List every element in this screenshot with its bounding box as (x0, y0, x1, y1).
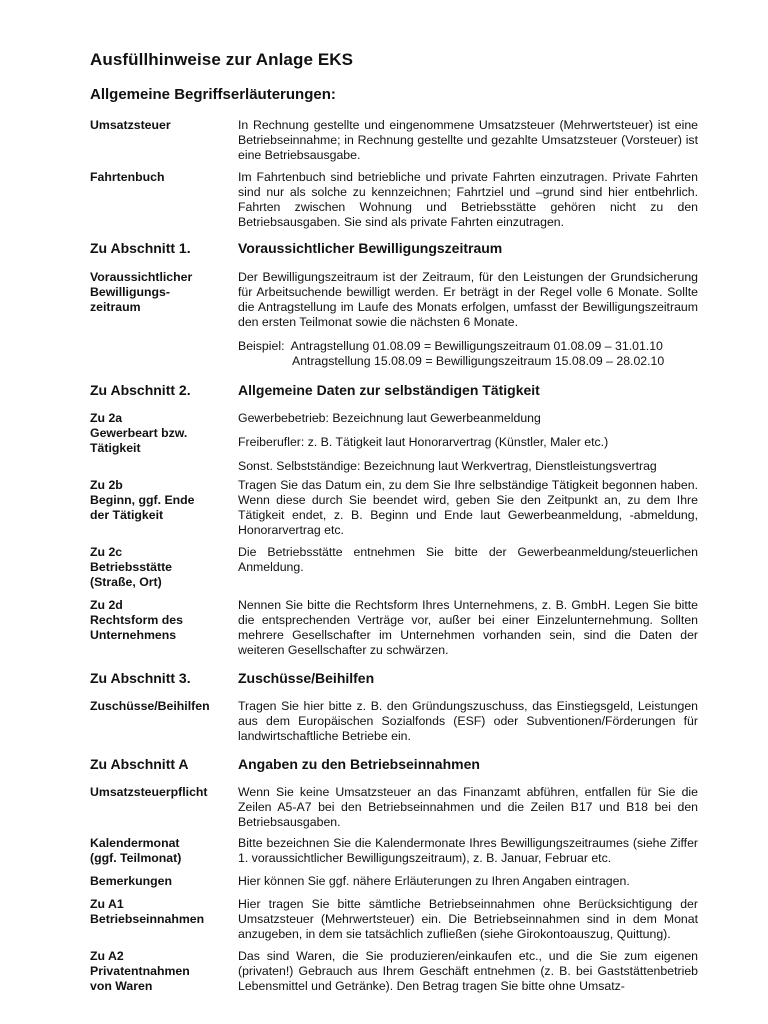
section-number: Zu Abschnitt 1. (90, 240, 191, 256)
section-heading-general-terms: Allgemeine Begriffserläuterungen: (90, 86, 336, 103)
term-label: Umsatzsteuer (90, 118, 171, 132)
section-title: Voraussichtlicher Bewilligungszeitraum (238, 240, 503, 256)
term-label: Voraussichtlicher Bewilligungs- zeitraum (90, 270, 193, 314)
term-label: Zu 2c Betriebsstätte (Straße, Ort) (90, 545, 173, 589)
term-label: Bemerkungen (90, 874, 173, 888)
section-title: Angaben zu den Betriebseinnahmen (238, 756, 480, 772)
section-number: Zu Abschnitt 2. (90, 382, 191, 398)
term-description: Bitte bezeichnen Sie die Kalendermonate Ihres Bewilligungszeitraumes (siehe Ziffer 1. voraussichtlicher Bewilligungszeitraum), z. B. Januar, Februar etc. (238, 836, 698, 865)
term-description: Das sind Waren, die Sie produzieren/einkaufen etc., und die Sie zum eigenen (privaten!) Gebrauch aus Ihrem Geschäft entnehmen (z. B. bei Gaststättenbetrieb Lebensmittel und Getränke). Den Betrag tragen Sie bitte ohne Umsatz- (238, 949, 698, 993)
term-description: In Rechnung gestellte und eingenommene Umsatzsteuer (Mehrwertsteuer) ist eine Betriebseinnahme; in Rechnung gestellte und gezahlte Umsatzsteuer (Vorsteuer) ist eine Betriebsausgabe. (238, 118, 698, 162)
term-description: Tragen Sie hier bitte z. B. den Gründungszuschuss, das Einstiegsgeld, Leistungen aus dem Europäischen Sozialfonds (ESF) oder Subventionen/Förderungen für landwirtschaftliche Betriebe ein. (238, 699, 698, 743)
term-description: Im Fahrtenbuch sind betriebliche und private Fahrten einzutragen. Private Fahrten sind nur als solche zu kennzeichnen; Fahrtziel und –grund sind hier entbehrlich. Fahrten zwischen Wohnung und Betriebsstätte gehören nicht zu den Betriebsausgaben. Sie sind als private Fahrten einzutragen. (238, 170, 698, 229)
example-line-2: Antragstellung 15.08.09 = Bewilligungszeitraum 15.08.09 – 28.02.10 (292, 354, 665, 368)
term-description: Der Bewilligungszeitraum ist der Zeitraum, für den Leistungen der Grundsicherung für Arbeitsuchende bewilligt werden. Er beträgt in der Regel volle 6 Monate. Sollte die Antragstellung im Laufe des Monats erfolgen, umfasst der Bewilligungszeitraum den ersten Teilmonat sowie die nächsten 6 Monate. Beispiel: Antragstellung 01.08.09 = Bewilligungszeitraum 01.08.09 – 31.01.10 Antragstellung 15.08.09 = Bewilligungszeitraum 15.08.09 – 28.02.10 (238, 270, 698, 368)
term-label: Zu 2a Gewerbeart bzw. Tätigkeit (90, 411, 188, 455)
section-number: Zu Abschnitt 3. (90, 670, 191, 686)
section-title: Allgemeine Daten zur selbständigen Tätigkeit (238, 382, 540, 398)
term-label: Fahrtenbuch (90, 170, 165, 184)
term-label: Zu A2 Privatentnahmen von Waren (90, 949, 190, 993)
term-description: Gewerbebetrieb: Bezeichnung laut Gewerbeanmeldung Freiberufler: z. B. Tätigkeit laut Honorarvertrag (Künstler, Maler etc.) Sonst. Selbstständige: Bezeichnung laut Werkvertrag, Dienstleistungsvertrag (238, 411, 657, 473)
term-label: Zu A1 Betriebseinnahmen (90, 897, 205, 926)
term-label: Zu 2d Rechtsform des Unternehmens (90, 598, 183, 642)
term-description: Tragen Sie das Datum ein, zu dem Sie Ihre selbständige Tätigkeit begonnen haben. Wenn diese durch Sie beendet wird, geben Sie den Zeitpunkt an, zu dem Ihre Tätigkeit endet, z. B. Beginn und Ende laut Gewerbeanmeldung, -abmeldung, Honorarvertrag etc. (238, 478, 698, 537)
example-line-1: Beispiel: Antragstellung 01.08.09 = Bewilligungszeitraum 01.08.09 – 31.01.10 (238, 339, 663, 353)
term-label: Zu 2b Beginn, ggf. Ende der Tätigkeit (90, 478, 195, 522)
term-label: Zuschüsse/Beihilfen (90, 699, 210, 713)
term-description: Die Betriebsstätte entnehmen Sie bitte der Gewerbeanmeldung/steuerlichen Anmeldung. (238, 545, 698, 574)
document-title: Ausfüllhinweise zur Anlage EKS (90, 50, 354, 69)
term-label: Umsatzsteuerpflicht (90, 785, 208, 799)
section-title: Zuschüsse/Beihilfen (238, 670, 375, 686)
term-label: Kalendermonat (ggf. Teilmonat) (90, 836, 182, 865)
section-number: Zu Abschnitt A (90, 756, 189, 772)
term-description: Hier tragen Sie bitte sämtliche Betriebseinnahmen ohne Berücksichtigung der Umsatzsteuer (Mehrwertsteuer) ein. Die Betriebseinnahmen sind in dem Monat anzugeben, in dem sie tatsächlich zufließen (siehe Girokontoauszug, Quittung). (238, 897, 698, 941)
term-description: Wenn Sie keine Umsatzsteuer an das Finanzamt abführen, entfallen für Sie die Zeilen A5-A7 bei den Betriebseinnahmen und die Zeilen B17 und B18 bei den Betriebsausgaben. (238, 785, 698, 829)
term-description: Nennen Sie bitte die Rechtsform Ihres Unternehmens, z. B. GmbH. Legen Sie bitte die entsprechenden Verträge vor, außer bei einer Einzelunternehmung. Sollten mehrere Gesellschafter im Unternehmen vorhanden sein, sind die Daten der weiteren Gesellschafter zu schwärzen. (238, 598, 698, 657)
term-description: Hier können Sie ggf. nähere Erläuterungen zu Ihren Angaben eintragen. (238, 874, 630, 888)
